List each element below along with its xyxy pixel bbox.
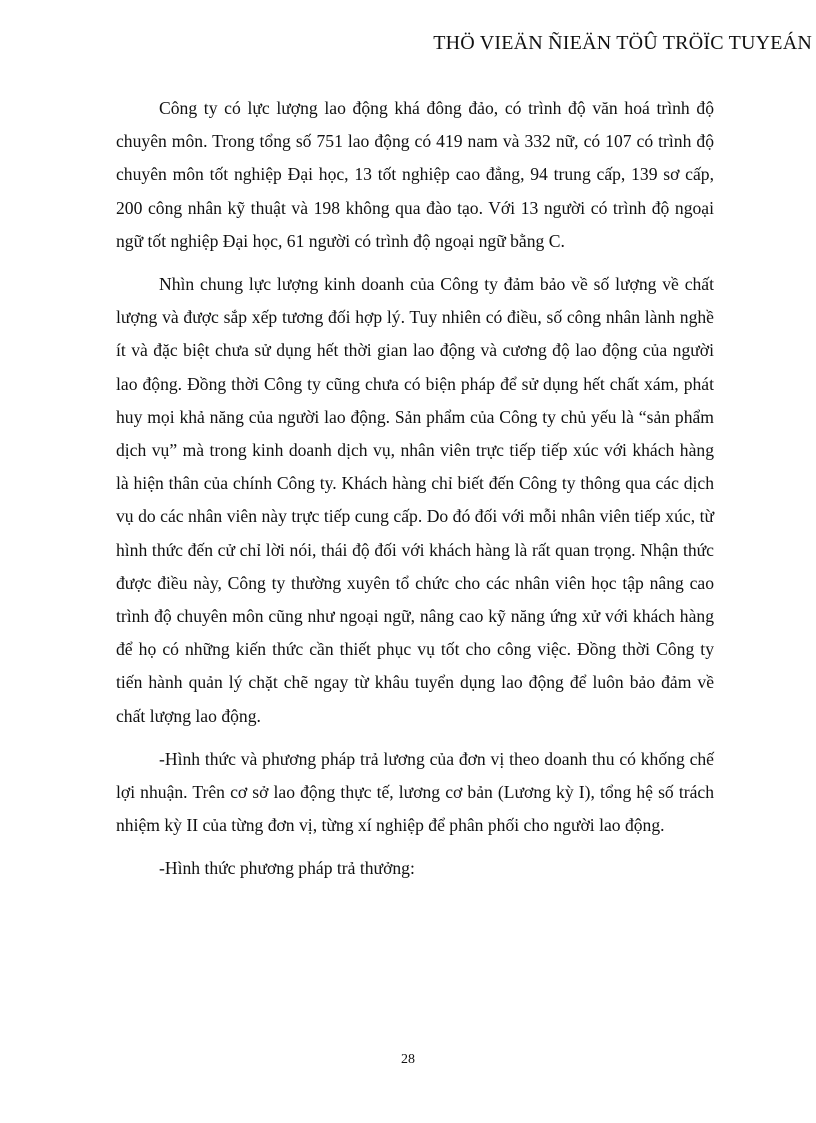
- paragraph-bonus-method: -Hình thức phương pháp trả thưởng:: [159, 858, 415, 879]
- paragraph-salary-method: -Hình thức và phương pháp trả lương của đơn vị theo doanh thu có khống chế lợi nhuận. Trên cơ sở lao động thực tế, lương cơ bản (Lương kỳ I), tổng hệ số trách nhiệm kỳ II của từng đơn vị, từng xí nghiệp để phân phối cho người lao động.: [116, 748, 714, 836]
- paragraph-workforce: Công ty có lực lượng lao động khá đông đảo, có trình độ văn hoá trình độ chuyên môn. Trong tổng số 751 lao động có 419 nam và 332 nữ, có 107 có trình độ chuyên môn tốt nghiệp Đại học, 13 tốt nghiệp cao đẳng, 94 trung cấp, 139 sơ cấp, 200 công nhân kỹ thuật và 198 không qua đào tạo. Với 13 người có trình độ ngoại ngữ tốt nghiệp Đại học, 61 người có trình độ ngoại ngữ bằng C.: [116, 98, 714, 251]
- paragraph-business-force: Nhìn chung lực lượng kinh doanh của Công ty đảm bảo về số lượng về chất lượng và được sắp xếp tương đối hợp lý. Tuy nhiên có điều, số công nhân lành nghề ít và đặc biệt chưa sử dụng hết thời gian lao động và cương độ lao động của người lao động. Đồng thời Công ty cũng chưa có biện pháp để sử dụng hết chất xám, phát huy mọi khả năng của người lao động. Sản phẩm của Công ty chủ yếu là “sản phẩm dịch vụ” mà trong kinh doanh dịch vụ, nhân viên trực tiếp tiếp xúc với khách hàng là hiện thân của chính Công ty. Khách hàng chỉ biết đến Công ty thông qua các dịch vụ do các nhân viên này trực tiếp cung cấp. Do đó đối với mỗi nhân viên tiếp xúc, từ hình thức đến cử chỉ lời nói, thái độ đối với khách hàng là rất quan trọng. Nhận thức được điều này, Công ty thường xuyên tổ chức cho các nhân viên học tập nâng cao trình độ chuyên môn cũng như ngoại ngữ, nâng cao kỹ năng ứng xử với khách hàng để họ có những kiến thức cần thiết phục vụ tốt cho công việc. Đồng thời Công ty tiến hành quản lý chặt chẽ ngay từ khâu tuyển dụng lao động để luôn bảo đảm về chất lượng lao động.: [116, 274, 714, 726]
- body-text: [116, 92, 714, 896]
- running-header: THÖ VIEÄN ÑIEÄN TÖÛ TRÖÏC TUYEÁN: [433, 32, 812, 54]
- page-number: 28: [401, 1052, 415, 1067]
